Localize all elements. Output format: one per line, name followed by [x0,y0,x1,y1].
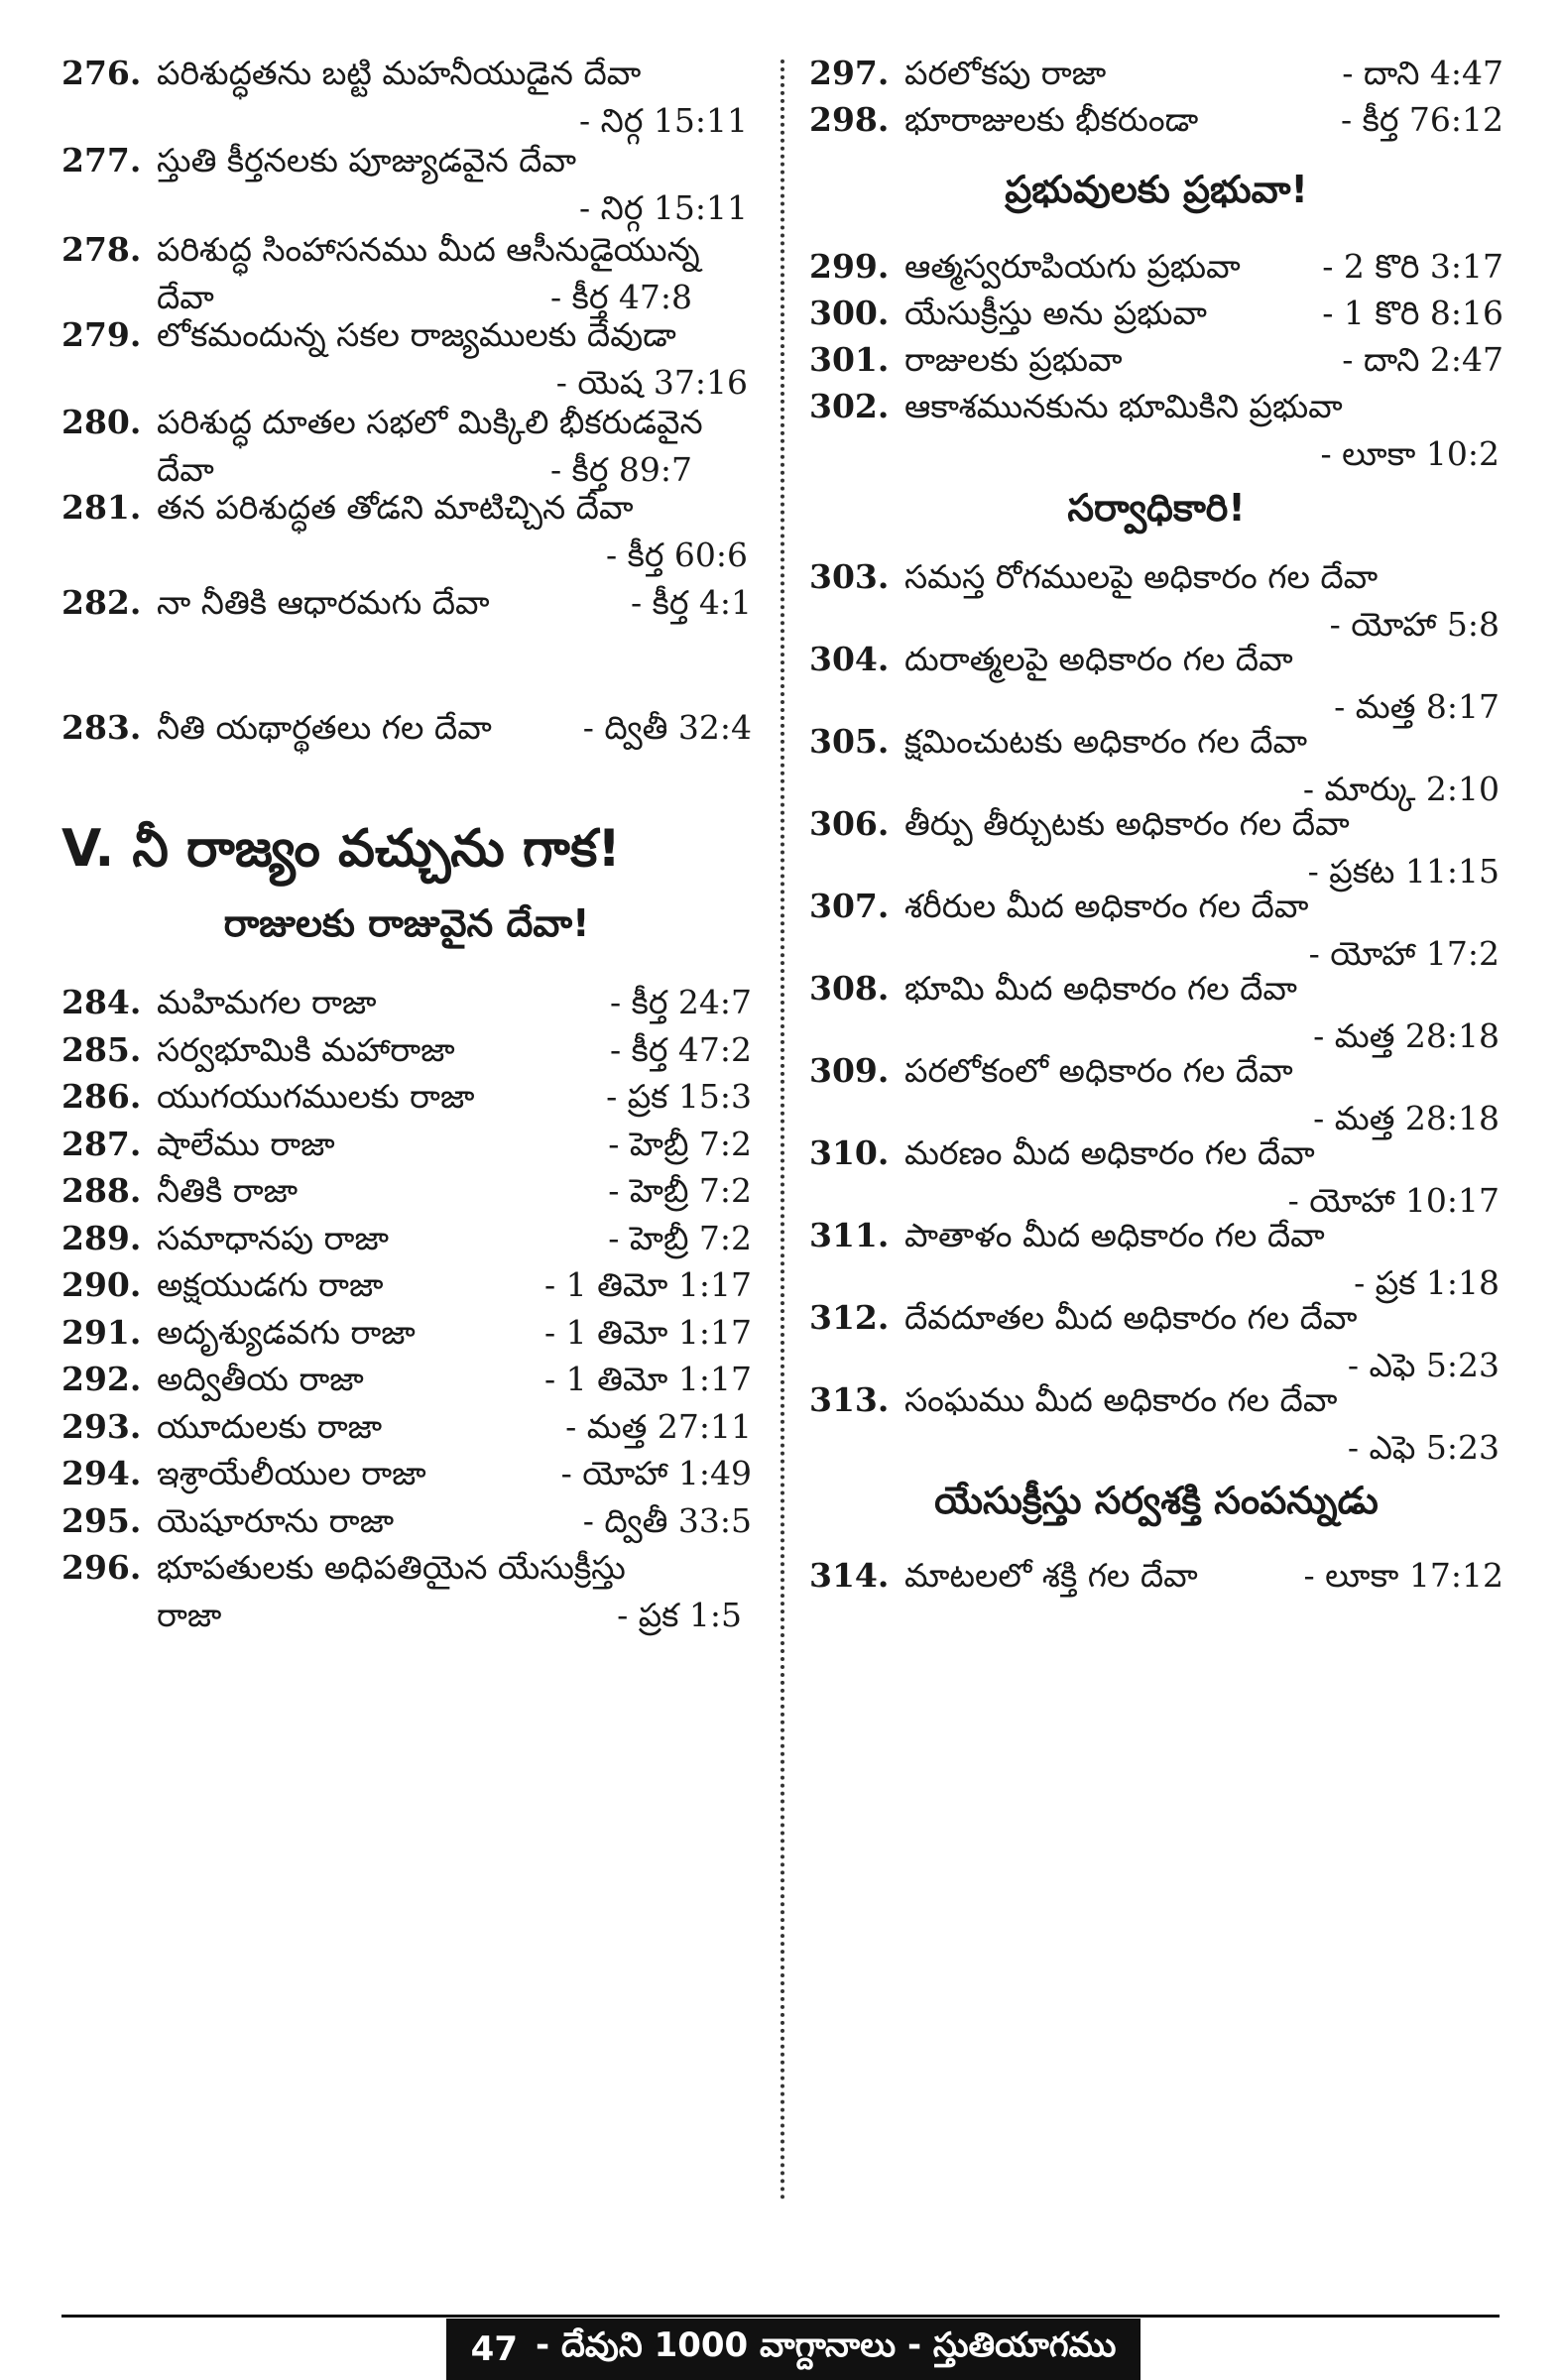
entry-text: భూరాజులకు భీకరుండా [904,100,1199,139]
entry-reference: - హెబ్రీ 7:2 [608,1171,752,1210]
entry-text: మరణం మీద అధికారం గల దేవా [904,1133,1315,1172]
entry-reference: - కీర్త 47:8 [549,277,692,316]
list-item [809,243,1503,290]
list-item [809,383,1503,473]
list-item [809,96,1503,146]
subsection-heading: ప్రభువులకు ప్రభువా! [1005,168,1308,211]
entry-text: పరలోకపు రాజా [904,54,1107,92]
entry-number: 280. [61,403,142,441]
entry-text: స్తుతి కీర్తనలకు పూజ్యుడవైన దేవా [157,141,577,179]
list-item [809,1212,1503,1302]
entry-reference: - నిర్గ 15:11 [579,187,748,227]
entry-text: యూదులకు రాజా [157,1406,383,1446]
entry-text: పరిశుద్ధతను బట్టి మహనీయుడైన దేవా [157,54,642,92]
entry-text: ఆకాశమునకును భూమికిని ప్రభువా [904,387,1343,425]
entry-text: లోకమందున్న సకల రాజ్యములకు దేవుడా [157,315,676,354]
list-item [61,979,752,1026]
entry-reference: - ప్రక 15:3 [606,1077,752,1116]
entry-text: భూపతులకు అధిపతియైన యేసుక్రీస్తు [157,1548,626,1587]
list-item [61,1403,752,1451]
entry-reference: - యోహా 10:17 [1287,1180,1500,1220]
entry-reference: - ఎఫె 5:23 [1347,1345,1500,1384]
entry-reference: - లూకా 10:2 [1320,433,1500,473]
entry-reference: - ద్వితీ 33:5 [582,1500,752,1540]
entry-text: యేసుక్రీస్తు అను ప్రభువా [904,294,1208,332]
list-item [61,311,752,402]
entry-number: 309. [809,1051,890,1090]
entry-text: యెషూరూను రాజా [157,1500,395,1540]
entry-reference: - కీర్త 4:1 [630,583,752,622]
list-item [61,1450,752,1497]
entry-text: అద్వితీయ రాజా [157,1360,364,1398]
list-item [61,1073,752,1121]
entry-reference: - ప్రకట 11:15 [1307,851,1500,891]
authority-list [809,553,1503,1467]
entry-text: మాటలలో శక్తి గల దేవా [904,1556,1198,1595]
entry-number: 311. [809,1216,890,1254]
right-column [809,50,1503,1600]
subsection-heading: రాజులకు రాజువైన దేవా! [223,901,590,945]
entry-number: 286. [61,1077,142,1116]
list-item [61,1026,752,1074]
entry-reference: - 1 తిమో 1:17 [543,1312,752,1352]
entry-text: మహిమగల రాజా [157,983,377,1021]
entry-number: 291. [61,1312,142,1352]
entry-number: 304. [809,640,890,678]
list-item [809,50,1503,96]
entry-text: భూమి మీద అధికారం గల దేవా [904,969,1297,1008]
entry-number: 297. [809,54,890,92]
entry-reference: - మత్త 27:11 [565,1406,752,1446]
entry-reference: - ప్రక 1:5 [617,1595,742,1634]
entry-reference: - ఎఫె 5:23 [1347,1427,1500,1467]
entry-number: 313. [809,1380,890,1419]
entry-number: 278. [61,230,142,269]
entry-reference: - 1 తిమో 1:17 [543,1265,752,1304]
list-item [61,484,752,579]
entry-reference: - లూకా 17:12 [1303,1556,1503,1595]
entry-text-continued: దేవా [157,277,214,316]
entry-number: 306. [809,804,890,843]
list-item [809,336,1503,383]
entry-number: 287. [61,1124,142,1163]
entry-number: 283. [61,708,142,747]
entry-reference: - కీర్త 89:7 [549,449,692,489]
list-item [809,800,1503,891]
kings-list [61,979,752,1544]
page-number: 47 [470,2329,518,2369]
entry-text: దేవదూతల మీద అధికారం గల దేవా [904,1298,1358,1337]
entry-text: యుగయుగములకు రాజా [157,1077,475,1116]
entry-reference: - కీర్త 76:12 [1340,100,1503,139]
list-item [809,290,1503,336]
entry-text: తన పరిశుద్ధత తోడని మాటిచ్చిన దేవా [157,488,634,527]
entry-text: సమస్త రోగములపై అధికారం గల దేవా [904,557,1379,596]
entry-number: 284. [61,983,142,1021]
list-item [809,636,1503,726]
list-item [61,1309,752,1357]
section-heading: V. నీ రాజ్యం వచ్చును గాక! [61,819,622,879]
list-item [61,1544,752,1639]
entry-text: పరిశుద్ధ దూతల సభలో మిక్కిలి భీకరుడవైన [157,403,703,441]
entry-reference: - ప్రక 1:18 [1354,1262,1500,1302]
list-item [809,1552,1503,1600]
entry-reference: - యోహా 1:49 [560,1454,752,1492]
entry-number: 298. [809,100,890,139]
entry-reference: - దాని 4:47 [1342,54,1503,92]
entry-reference: - కీర్త 47:2 [609,1029,752,1069]
entry-reference: - 2 కొరి 3:17 [1322,247,1503,286]
entry-reference: - 1 కొరి 8:16 [1322,294,1503,332]
entry-number: 293. [61,1406,142,1446]
entry-text: దురాత్మలపై అధికారం గల దేవా [904,640,1293,678]
list-item [61,1261,752,1309]
entry-number: 314. [809,1556,890,1595]
entry-number: 299. [809,247,890,286]
entry-text-continued: రాజా [157,1595,222,1634]
entry-number: 288. [61,1171,142,1210]
entry-number: 292. [61,1360,142,1398]
entry-number: 300. [809,294,890,332]
entry-reference: - దాని 2:47 [1342,340,1503,379]
entry-text: అదృశ్యుడవగు రాజా [157,1312,416,1352]
list-item [809,1294,1503,1384]
entry-reference: - హెబ్రీ 7:2 [608,1124,752,1163]
entry-text: షాలేము రాజా [157,1124,335,1163]
entry-text: సంఘము మీద అధికారం గల దేవా [904,1380,1338,1419]
entry-reference: - యెష 37:16 [555,362,748,402]
entry-text: రాజులకు ప్రభువా [904,340,1123,379]
entry-reference: - ద్వితీ 32:4 [582,708,752,747]
entry-number: 281. [61,488,142,527]
entry-number: 277. [61,141,142,179]
list-item [61,1215,752,1262]
entry-text: క్షమించుటకు అధికారం గల దేవా [904,722,1308,761]
entry-text: పరిశుద్ధ సింహాసనము మీద ఆసీనుడైయున్న [157,230,700,269]
entry-number: 285. [61,1029,142,1069]
entry-text: నీతి యథార్థతలు గల దేవా [157,708,492,747]
entry-reference: - హెబ్రీ 7:2 [608,1218,752,1257]
list-item [61,226,752,316]
entry-number: 302. [809,387,890,425]
list-item [61,1356,752,1403]
list-item [61,1497,752,1545]
entry-number: 282. [61,583,142,622]
entry-number: 290. [61,1265,142,1304]
list-item [809,1376,1503,1467]
entry-number: 312. [809,1298,890,1337]
entry-text: పరలోకంలో అధికారం గల దేవా [904,1051,1293,1090]
entry-reference: - యోహా 5:8 [1329,604,1500,644]
footer-rule [61,2315,1500,2318]
list-item [61,579,752,704]
list-item [809,553,1503,644]
list-item [809,1047,1503,1137]
entry-reference: - కీర్త 24:7 [609,983,752,1021]
entry-text: పాతాళం మీద అధికారం గల దేవా [904,1216,1325,1254]
left-column [61,50,752,1639]
entry-text: తీర్పు తీర్చుటకు అధికారం గల దేవా [904,804,1350,843]
list-item [61,704,752,764]
entry-number: 294. [61,1454,142,1492]
entry-reference: - మార్కు 2:10 [1302,769,1500,808]
entry-reference: - యోహా 17:2 [1308,933,1500,973]
entry-reference: - మత్త 8:17 [1334,686,1500,726]
list-item [61,137,752,226]
list-item [809,965,1503,1055]
entry-number: 279. [61,315,142,354]
entry-number: 308. [809,969,890,1008]
entry-reference: - కీర్త 60:6 [605,535,748,574]
entry-number: 310. [809,1133,890,1172]
entry-text: నీతికి రాజా [157,1171,299,1210]
entry-reference: - 1 తిమో 1:17 [543,1360,752,1398]
entry-text: ఇశ్రాయేలీయుల రాజా [157,1454,426,1492]
list-item [809,1130,1503,1220]
entry-text: శరీరుల మీద అధికారం గల దేవా [904,887,1309,925]
list-item [61,1167,752,1215]
page-footer [446,2319,1141,2380]
entry-text: సమాధానపు రాజా [157,1218,389,1257]
list-item [61,399,752,489]
entry-number: 307. [809,887,890,925]
list-item [809,883,1503,973]
entry-number: 289. [61,1218,142,1257]
list-item [61,1121,752,1168]
entry-number: 301. [809,340,890,379]
book-title: - దేవుని 1000 వాగ్దానాలు - స్తుతియాగము [535,2325,1117,2365]
entry-number: 305. [809,722,890,761]
subsection-heading: సర్వాధికారి! [1067,486,1246,530]
entry-number: 296. [61,1548,142,1587]
entry-text: ఆత్మస్వరూపియగు ప్రభువా [904,247,1241,286]
entry-reference: - మత్త 28:18 [1313,1098,1500,1137]
entry-number: 276. [61,54,142,92]
column-divider [780,60,784,2202]
entry-reference: - మత్త 28:18 [1313,1015,1500,1055]
entry-text: నా నీతికి ఆధారమగు దేవా [157,583,490,622]
entry-number: 295. [61,1500,142,1540]
entry-text-continued: దేవా [157,449,214,489]
entry-text: సర్వభూమికి మహారాజా [157,1029,455,1069]
list-item [61,50,752,140]
entry-number: 303. [809,557,890,596]
entry-text: అక్షయుడగు రాజా [157,1265,384,1304]
entry-reference: - నిర్గ 15:11 [579,100,748,140]
subsection-heading: యేసుక్రీస్తు సర్వశక్తి సంపన్నుడు [934,1479,1379,1522]
list-item [809,718,1503,808]
